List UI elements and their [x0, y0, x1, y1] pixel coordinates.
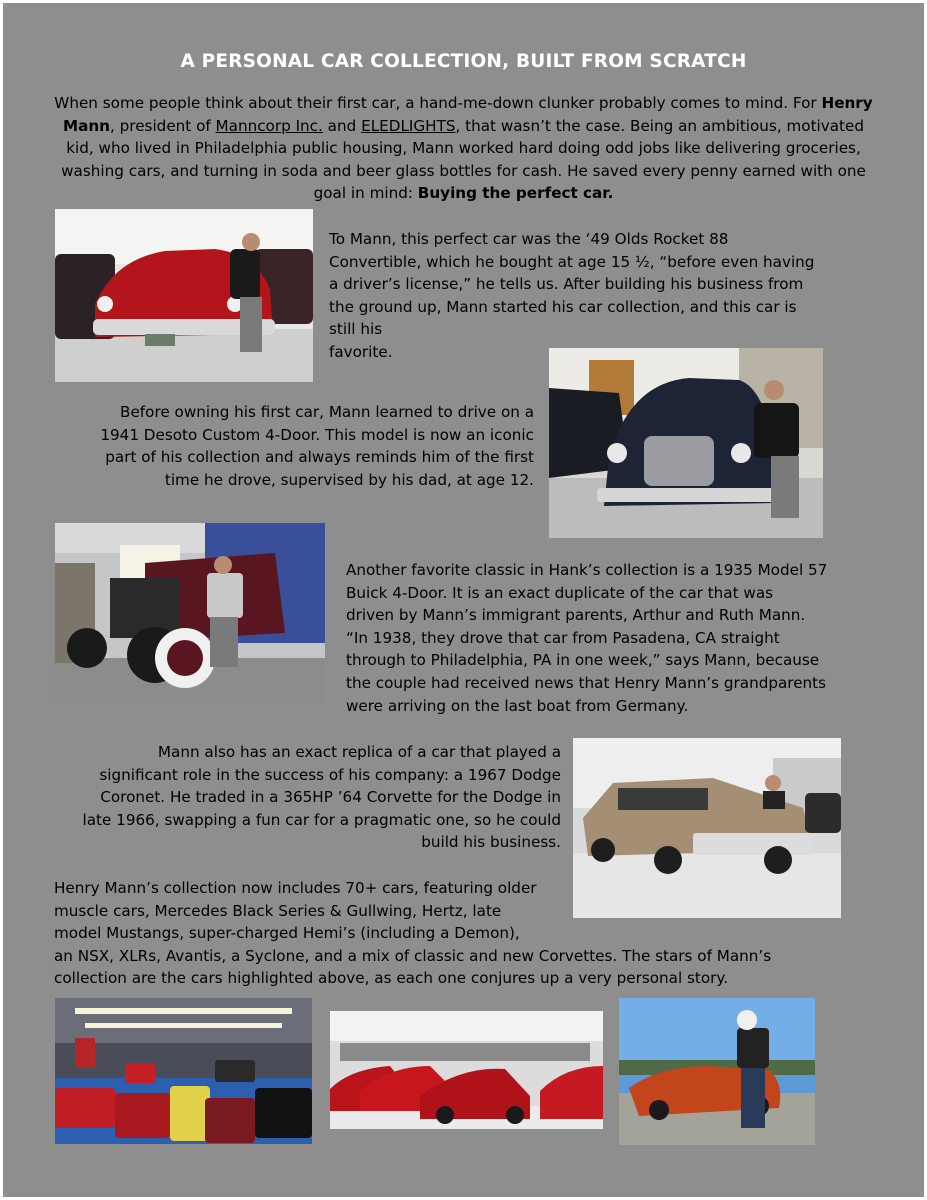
manncorp-link[interactable]: Manncorp Inc. [215, 116, 323, 135]
section-buick-line: were arriving on the last boat from Germany. [346, 696, 689, 715]
section-buick-line: Buick 4-Door. It is an exact duplicate of the car that was [346, 583, 774, 602]
page-title: A PERSONAL CAR COLLECTION, BUILT FROM SCRATCH [180, 51, 747, 72]
intro-text-2: , president of [110, 116, 216, 135]
section-dodge-line: Coronet. He traded in a 365HP ’64 Corvette for the Dodge in [100, 788, 561, 807]
section-dodge-text [40, 741, 561, 854]
section-desoto-text [40, 401, 534, 491]
section-buick-line: Another favorite classic in Hank’s collection is a 1935 Model 57 [346, 561, 828, 579]
section-dodge-line: late 1966, swapping a fun car for a pragmatic one, so he could [82, 810, 561, 829]
intro-text-3: and [322, 116, 362, 135]
intro-paragraph [50, 92, 877, 205]
section-collection-line: model Mustangs, super-charged Hemi’s (including a Demon), [54, 924, 520, 943]
section-olds-line: To Mann, this perfect car was the ‘49 Olds Rocket 88 [329, 230, 729, 248]
section-collection-line: an NSX, XLRs, Avantis, a Syclone, and a mix of classic and new Corvettes. The stars of Mann’s [54, 946, 772, 965]
section-desoto-line: part of his collection and always reminds him of the first [105, 448, 534, 467]
section-olds-line: favorite. [329, 342, 393, 361]
section-collection-line: Henry Mann’s collection now includes 70+ cars, featuring older [54, 879, 537, 897]
intro-text-1: When some people think about their first car, a hand-me-down clunker probably comes to mind. For [54, 94, 817, 112]
photo-garage-overview [55, 998, 312, 1144]
section-desoto-line: 1941 Desoto Custom 4-Door. This model is now an iconic [100, 425, 534, 444]
section-olds-line: Convertible, which he bought at age 15 ½, “before even having [329, 252, 815, 271]
section-olds-text [329, 228, 869, 364]
section-collection-line: muscle cars, Mercedes Black Series & Gullwing, Hertz, late [54, 901, 502, 920]
section-dodge-line: build his business. [421, 833, 561, 852]
section-olds-line: a driver’s license,” he tells us. After building his business from [329, 275, 804, 294]
section-buick-line: through to Philadelphia, PA in one week,” says Mann, because [346, 651, 820, 670]
section-olds-line: still his [329, 320, 383, 339]
intro-text-4: , that wasn’t the case. Being an ambitious, motivated kid, who lived in Philadelphia public housing, Mann worked hard doing odd jobs like delivering groceries, washing cars, and turning in soda and beer glass bottles for cash. He saved every penny earned with one goal in mind: [61, 116, 866, 203]
photo-olds-rocket-88 [55, 209, 313, 382]
intro-name: Henry Mann [63, 94, 873, 135]
section-desoto-line: Before owning his first car, Mann learned to drive on a [120, 403, 534, 421]
section-buick-line: driven by Mann’s immigrant parents, Arthur and Ruth Mann. [346, 606, 806, 625]
photo-corvette-driver [619, 998, 815, 1145]
photo-modern-cars [330, 1011, 603, 1129]
section-dodge-line: significant role in the success of his company: a 1967 Dodge [99, 765, 561, 784]
section-desoto-line: time he drove, supervised by his dad, at age 12. [164, 470, 534, 489]
section-olds-line: the ground up, Mann started his car collection, and this car is [329, 297, 797, 316]
section-collection-line: collection are the cars highlighted above, as each one conjures up a very personal story. [54, 969, 729, 988]
section-buick-line: the couple had received news that Henry Mann’s grandparents [346, 673, 827, 692]
section-collection-text [54, 877, 884, 990]
eledlights-link[interactable]: ELEDLIGHTS [361, 116, 456, 135]
photo-buick-model-57 [55, 523, 325, 704]
photo-desoto-custom [549, 348, 823, 538]
section-dodge-line: Mann also has an exact replica of a car that played a [157, 743, 561, 761]
section-buick-line: “In 1938, they drove that car from Pasadena, CA straight [346, 628, 780, 647]
intro-goal: Buying the perfect car. [417, 184, 614, 203]
section-buick-text [346, 559, 876, 717]
